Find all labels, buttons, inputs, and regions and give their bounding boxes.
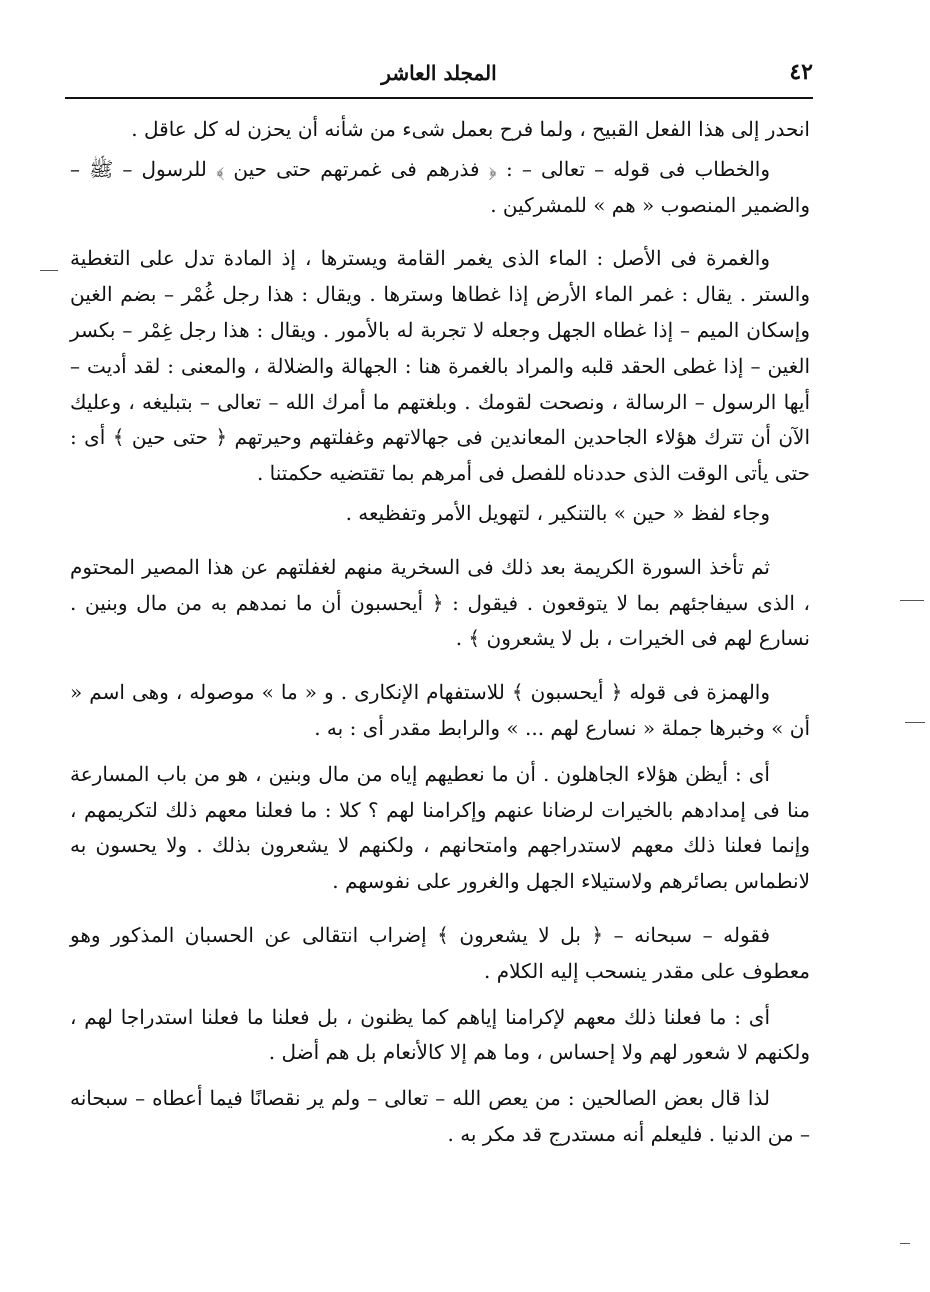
margin-mark <box>905 722 925 723</box>
paragraph: والهمزة فى قوله ﴿ أيحسبون ﴾ للاستفهام الإنكارى . و « ما » موصوله ، وهى اسم « أن » وخبرها جملة « نسارع لهم ... » والرابط مقدر أى : به . <box>70 680 810 740</box>
page-number: ٤٢ <box>789 59 813 85</box>
paragraph: أى : أيظن هؤلاء الجاهلون . أن ما نعطيهم إياه من مال وبنين ، هو من باب المسارعة منا فى إمدادهم بالخيرات لرضانا عنهم وإكرامنا لهم ؟ كلا : ما فعلنا معهم ذلك لتكريمهم ، وإنما فعلنا ذلك معهم لاستدراجهم وامتحانهم ، ولكنهم لا يشعرون بذلك . ولا يحسون به لانطماس بصائرهم ولاستيلاء الجهل والغرور على نفوسهم . <box>70 761 810 894</box>
paragraph: ثم تأخذ السورة الكريمة بعد ذلك فى السخرية منهم لغفلتهم عن هذا المصير المحتوم ، الذى سيفاجئهم بما لا يتوقعون . فيقول : ﴿ أيحسبون أن ما نمدهم به من مال وبنين . نسارع لهم فى الخيرات ، بل لا يشعرون ﴾ . <box>70 554 810 651</box>
margin-mark <box>900 1243 910 1244</box>
paragraph: لذا قال بعض الصالحين : من يعص الله – تعالى – ولم ير نقصانًا فيما أعطاه – سبحانه – من الدنيا . فليعلم أنه مستدرج قد مكر به . <box>70 1086 810 1146</box>
paragraph: فقوله – سبحانه – ﴿ بل لا يشعرون ﴾ إضراب انتقالى عن الحسبان المذكور وهو معطوف على مقدر ينسحب إليه الكلام . <box>70 922 810 983</box>
paragraph: والخطاب فى قوله – تعالى – : ﴿ فذرهم فى غمرتهم حتى حين ﴾ للرسول – ﷺ – والضمير المنصوب « هم » للمشركين . <box>70 156 810 217</box>
page-header <box>65 55 813 95</box>
paragraph: انحدر إلى هذا الفعل القبيح ، ولما فرح بعمل شىء من شأنه أن يحزن له كل عاقل . <box>131 117 810 141</box>
running-title: المجلد العاشر <box>381 61 497 85</box>
paragraph: والغمرة فى الأصل : الماء الذى يغمر القامة ويسترها ، إذ المادة تدل على التغطية والستر . يقال : غمر الماء الأرض إذا غطاها وسترها . ويقال : هذا رجل غُمْر – بضم الغين وإسكان الميم – إذا غطاه الجهل وجعله لا تجربة له بالأمور . ويقال : هذا رجل غِمْر – بكسر الغين – إذا غطى الحقد قلبه والمراد بالغمرة هنا : الجهالة والضلالة ، والمعنى : لقد أديت – أيها الرسول – الرسالة ، ونصحت لقومك . وبلغتهم ما أمرك الله – تعالى – بتبليغه ، وعليك الآن أن تترك هؤلاء الجاحدين المعاندين فى جهالاتهم وغفلتهم وحيرتهم ﴿ حتى حين ﴾ أى : حتى يأتى الوقت الذى حددناه للفصل فى أمرهم بما تقتضيه حكمتنا . <box>70 246 810 486</box>
header-rule <box>65 97 813 99</box>
page-body <box>70 112 810 1153</box>
paragraph: وجاء لفظ « حين » بالتنكير ، لتهويل الأمر وتفظيعه . <box>345 500 770 525</box>
margin-mark <box>900 600 924 601</box>
margin-mark <box>40 270 58 271</box>
paragraph: أى : ما فعلنا ذلك معهم لإكرامنا إياهم كما يظنون ، بل فعلنا ما فعلنا استدراجا لهم ، ولكنهم لا شعور لهم ولا إحساس ، وما هم إلا كالأنعام بل هم أضل . <box>70 1004 810 1065</box>
